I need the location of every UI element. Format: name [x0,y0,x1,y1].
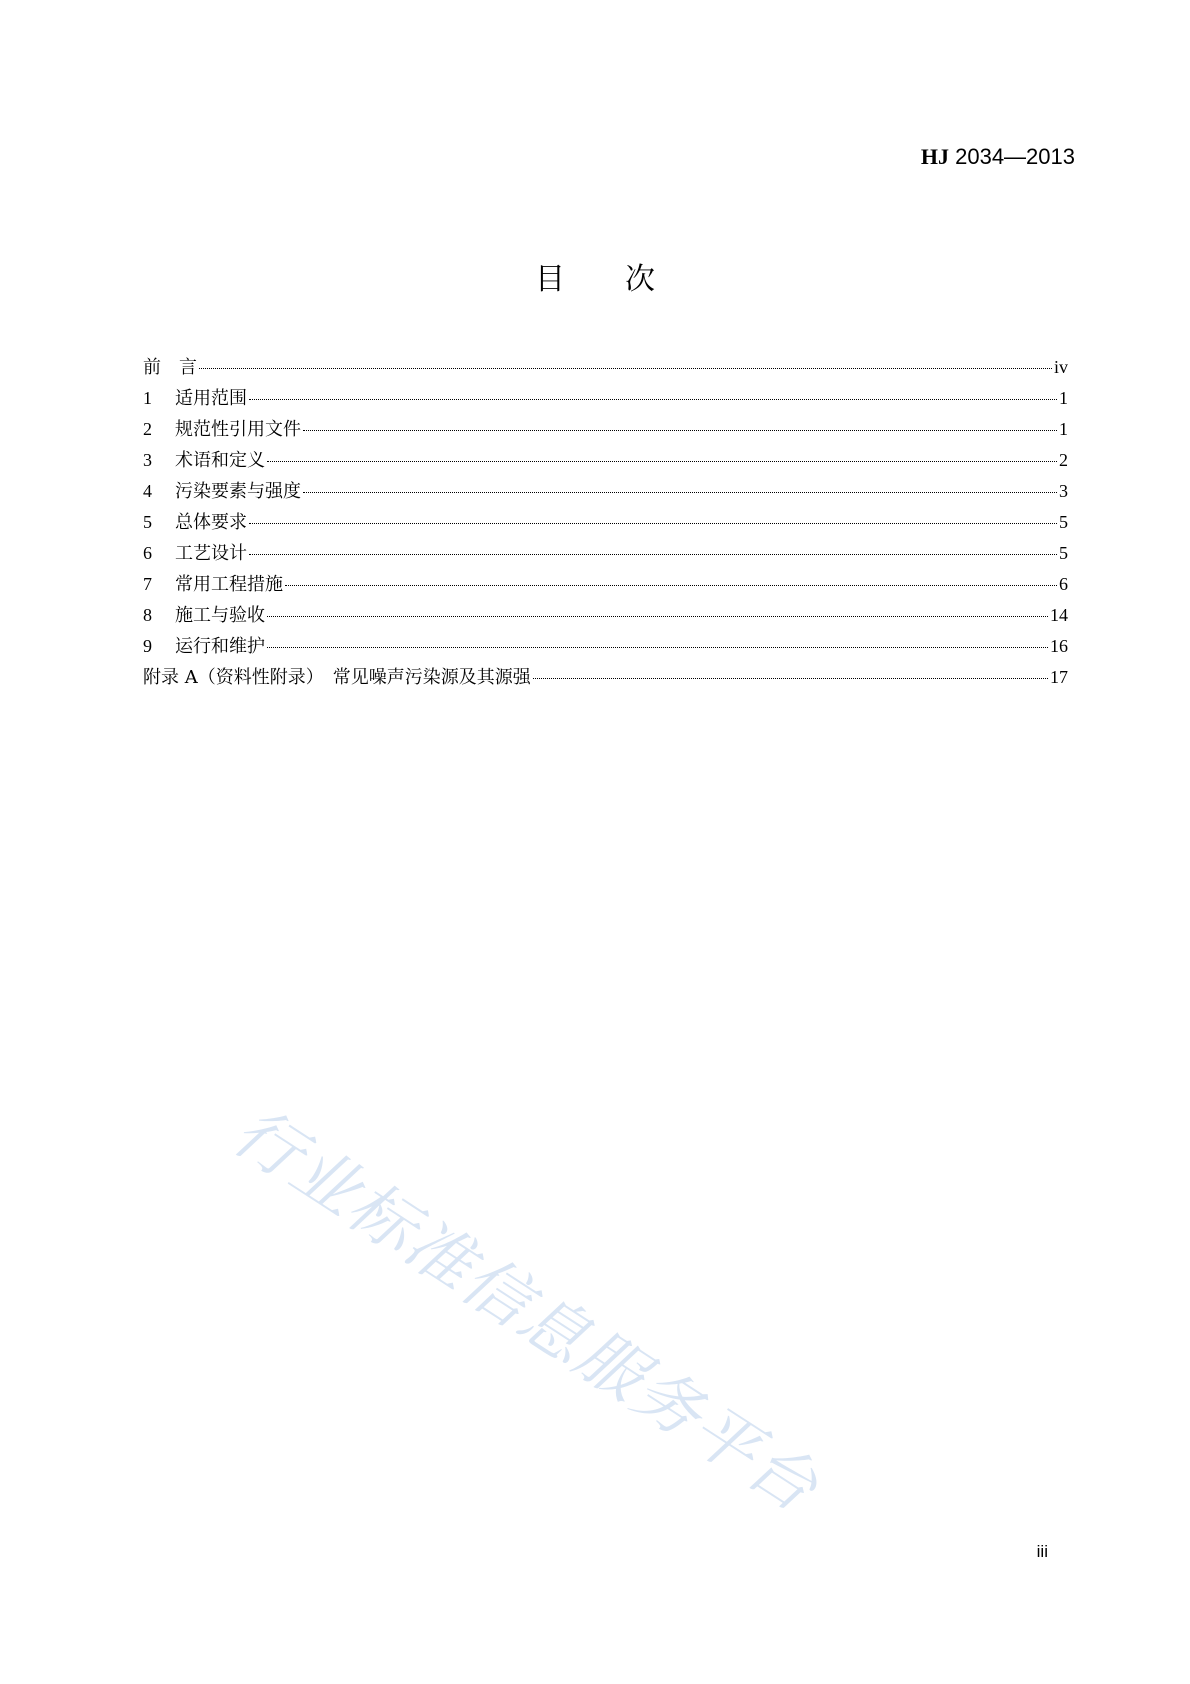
dot-leader [303,430,1057,431]
toc-section-number: 3 [143,450,152,470]
toc-label: 工艺设计 [175,543,247,564]
toc-section-number: 8 [143,605,152,625]
toc-entry-7[interactable] [143,573,1068,604]
table-of-contents [143,356,1068,697]
dot-leader [249,399,1057,400]
dot-leader [249,554,1057,555]
toc-page-number: 5 [1059,543,1068,563]
toc-entry-foreword[interactable] [143,356,1068,387]
toc-section-number: 4 [143,481,152,501]
dot-leader [267,647,1048,648]
toc-label: 常用工程措施 [175,574,283,595]
standard-code [921,146,1075,168]
toc-entry-appendix-a[interactable] [143,666,1068,697]
toc-page-number: 1 [1059,388,1068,408]
dot-leader [267,461,1057,462]
standard-number: 2034—2013 [955,144,1075,169]
standard-prefix: HJ [920,144,949,169]
toc-label: 附录 A（资料性附录） 常见噪声污染源及其源强 [143,667,531,688]
toc-label: 运行和维护 [175,636,265,657]
toc-page-number: 17 [1050,667,1068,687]
toc-page-number: 3 [1059,481,1068,501]
dot-leader [249,523,1057,524]
toc-label: 污染要素与强度 [175,481,301,502]
dot-leader [303,492,1057,493]
dot-leader [199,368,1052,369]
toc-page-number: 14 [1050,605,1068,625]
toc-label: 前 言 [143,357,197,378]
toc-section-number: 5 [143,512,152,532]
toc-page-number: 2 [1059,450,1068,470]
dot-leader [533,678,1048,679]
toc-label: 总体要求 [175,512,247,533]
toc-page-number: 1 [1059,419,1068,439]
toc-entry-3[interactable] [143,449,1068,480]
toc-section-number: 2 [143,419,152,439]
toc-entry-1[interactable] [143,387,1068,418]
toc-label: 施工与验收 [175,605,265,626]
toc-page-number: 5 [1059,512,1068,532]
toc-entry-8[interactable] [143,604,1068,635]
watermark: 行业标准信息服务平台 [219,1092,833,1528]
toc-entry-5[interactable] [143,511,1068,542]
dot-leader [285,585,1057,586]
toc-section-number: 7 [143,574,152,594]
page-title [0,262,1190,298]
toc-entry-9[interactable] [143,635,1068,666]
title-char-1: 目 [535,262,565,297]
page-number: iii [1036,1542,1048,1561]
toc-label: 规范性引用文件 [175,419,301,440]
title-char-2: 次 [625,262,655,297]
toc-label: 术语和定义 [175,450,265,471]
toc-section-number: 1 [143,388,152,408]
toc-entry-2[interactable] [143,418,1068,449]
toc-page-number: iv [1053,357,1068,377]
toc-entry-6[interactable] [143,542,1068,573]
toc-page-number: 6 [1059,574,1068,594]
toc-page-number: 16 [1050,636,1068,656]
toc-section-number: 6 [143,543,152,563]
toc-entry-4[interactable] [143,480,1068,511]
toc-label: 适用范围 [175,388,247,409]
toc-section-number: 9 [143,636,152,656]
dot-leader [267,616,1048,617]
